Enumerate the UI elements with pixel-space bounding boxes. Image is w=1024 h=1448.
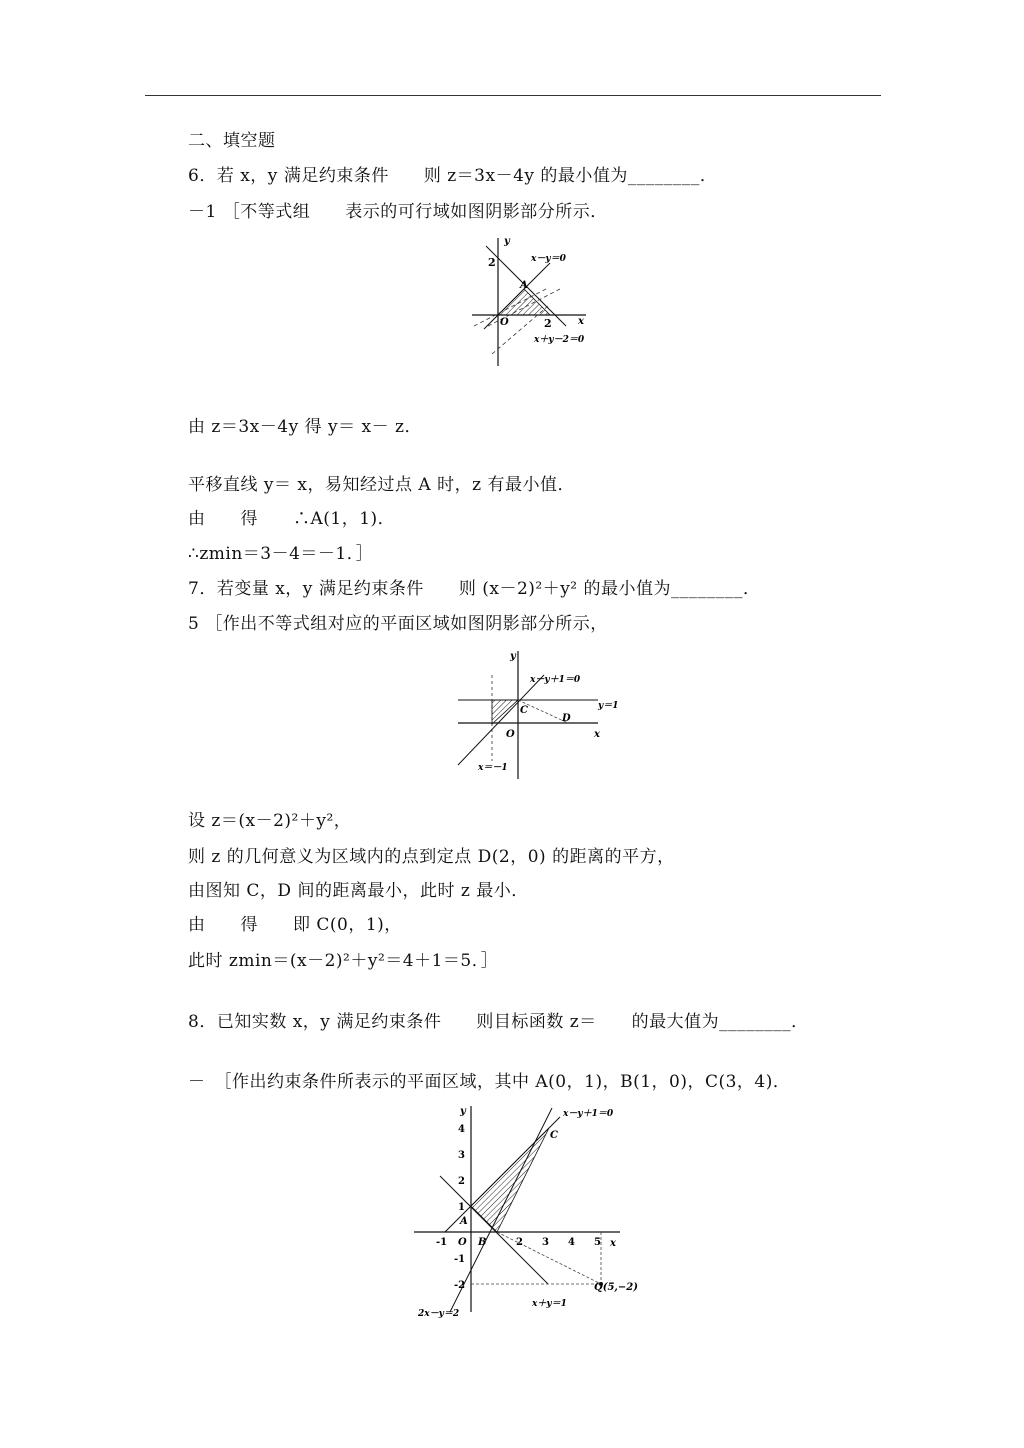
q6-question: 6．若 x，y 满足约束条件 则 z＝3x－4y 的最小值为________． [188,166,718,186]
point-q-label: Q(5,−2) [594,1282,638,1293]
q7-step4: 由 得 即 C(0，1)， [188,915,402,935]
q6-step1: 由 z＝3x－4y 得 y＝ x－ z． [188,417,422,437]
x-tick-5: 5 [594,1237,601,1248]
y-tick-4: 4 [458,1124,465,1135]
q7-step2: 则 z 的几何意义为区域内的点到定点 D(2，0) 的距离的平方， [188,847,675,867]
y-tick-1: 1 [458,1202,465,1213]
line-x-minus-y [484,263,550,329]
tick-x-2: 2 [544,317,552,330]
y-tick-minus-2: -2 [454,1280,466,1291]
feasible-region [492,700,518,724]
q7-answer-line: 5 ［作出不等式组对应的平面区域如图阴影部分所示， [188,614,608,634]
point-a-label: A [460,1216,468,1227]
line2-label: x＋y＝1 [532,1299,567,1309]
line3-label: x＝－1 [478,763,508,773]
point-a-label: A [520,280,528,291]
q6-step4: ∴zmin＝3－4＝－1．］ [188,544,374,564]
line2-label: y＝1 [598,701,619,711]
q7-question: 7．若变量 x，y 满足约束条件 则 (x－2)²＋y² 的最小值为________． [188,579,761,599]
point-c-label: C [550,1130,558,1141]
line1-label: x－y＋1＝0 [530,675,581,685]
x-label: x [610,1238,616,1249]
line1-label: x－y＋1＝0 [563,1109,614,1119]
origin-label: O [500,317,509,328]
y-label: y [460,1106,466,1117]
q6-answer-line: －1 ［不等式组 表示的可行域如图阴影部分所示． [188,202,608,222]
header-rule [145,95,881,96]
q7-step5: 此时 zmin＝(x－2)²＋y²＝4＋1＝5．］ [188,951,499,971]
feasible-region [471,1128,549,1232]
x-label: x [594,729,600,740]
q6-step3: 由 得 ∴A(1，1)． [188,509,396,529]
origin-label: O [506,729,515,740]
q7-step3: 由图知 C，D 间的距离最小，此时 z 最小． [188,881,529,901]
q6-step2: 平移直线 y＝ x，易知经过点 A 时，z 有最小值． [188,475,575,495]
point-b-label: B [478,1237,487,1248]
x-tick-minus-1: -1 [436,1237,448,1248]
line2-label: x＋y－2＝0 [534,335,585,345]
q7-step1: 设 z＝(x－2)²＋y²， [188,811,352,831]
y-label: y [510,651,516,662]
y-tick-minus-1: -1 [454,1254,466,1265]
line-x-minus-y-plus-1 [458,675,544,765]
point-c-label: C [520,705,528,716]
point-d-label: D [562,713,571,724]
q7-figure [448,645,628,783]
line-2x-minus-y-eq-2 [450,1108,552,1312]
x-tick-3: 3 [542,1237,549,1248]
y-tick-3: 3 [458,1150,465,1161]
y-label: y [504,236,510,247]
line3-label: 2x－y＝2 [418,1309,460,1319]
q8-answer-line: － ［作出约束条件所表示的平面区域，其中 A(0，1)，B(1，0)，C(3，4)． [188,1072,791,1092]
x-label: x [578,316,584,327]
tick-y-2: 2 [488,256,496,269]
x-tick-4: 4 [568,1237,575,1248]
section-title: 二、填空题 [188,131,276,151]
line1-label: x－y＝0 [531,254,566,264]
origin-label: O [458,1237,467,1248]
y-tick-2: 2 [458,1176,465,1187]
q6-figure [468,228,600,370]
q8-figure [410,1100,646,1320]
q8-question: 8．已知实数 x，y 满足约束条件 则目标函数 z＝ 的最大值为________． [188,1012,809,1032]
x-tick-2: 2 [516,1237,523,1248]
